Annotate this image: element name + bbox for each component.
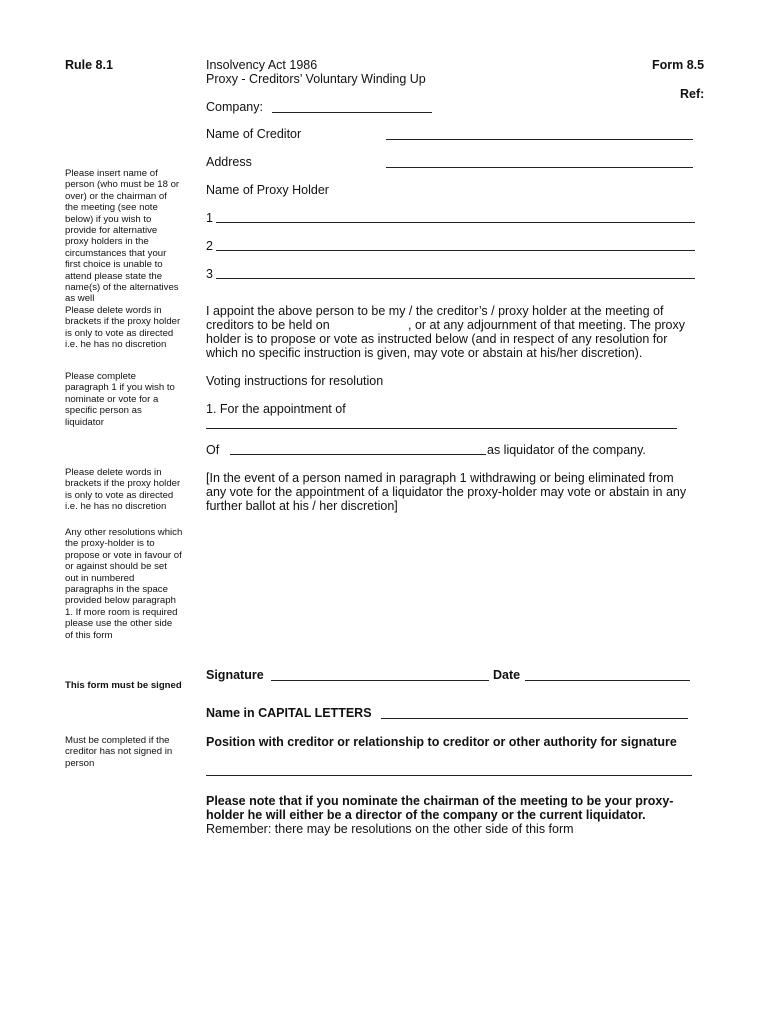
appointment-line-2b: , or at any adjournment of that meeting. The proxy	[408, 318, 686, 332]
note-line: provided below paragraph	[65, 595, 176, 607]
note-line: paragraph 1 if you wish to	[65, 382, 175, 394]
note-line: the proxy-holder is to	[65, 538, 155, 550]
proxy-number-1: 1	[206, 211, 213, 225]
ref-label: Ref:	[680, 87, 705, 101]
proxy-holder-field-1[interactable]	[216, 222, 695, 223]
bracket-line-2: any vote for the appointment of a liquidator the proxy-holder may vote or abstain in any	[206, 485, 687, 499]
proxy-number-2: 2	[206, 239, 213, 253]
margin-note-delete-brackets-2	[65, 467, 193, 513]
note-line: Please delete words in	[65, 467, 162, 478]
note-line: Please complete	[65, 371, 136, 382]
note-line: circumstances that your	[65, 247, 167, 259]
bracket-line-3: further ballot at his / her discretion]	[206, 499, 398, 513]
note-line: below) if you wish to	[65, 213, 152, 225]
company-field[interactable]	[272, 112, 432, 113]
appointee-address-field[interactable]	[230, 454, 486, 455]
of-label: Of	[206, 443, 220, 457]
closing-note-3: Remember: there may be resolutions on the other side of this form	[206, 822, 574, 836]
position-label: Position with creditor or relationship to creditor or other authority for signature	[206, 735, 677, 749]
must-be-signed-note: This form must be signed	[65, 680, 182, 691]
appointment-line-4: which no specific instruction is given, may vote or abstain at his/her discretion).	[206, 346, 643, 360]
note-line: specific person as	[65, 405, 142, 417]
appointment-line-1: I appoint the above person to be my / the creditor’s / proxy holder at the meeting of	[206, 304, 664, 318]
note-line: Please delete words in	[65, 305, 162, 316]
note-line: provide for alternative	[65, 225, 158, 237]
note-line: liquidator	[65, 416, 104, 428]
closing-note-2: holder he will either be a director of the company or the current liquidator.	[206, 808, 646, 822]
note-line: over) or the chairman of	[65, 190, 167, 202]
signature-label: Signature	[206, 668, 264, 682]
capital-name-field[interactable]	[381, 718, 688, 719]
note-line: paragraphs in the space	[65, 584, 168, 596]
company-label: Company:	[206, 100, 263, 114]
margin-note-capital-letters	[65, 735, 193, 769]
margin-note-proxy-names	[65, 168, 193, 305]
note-line: 1. If more room is required	[65, 606, 178, 618]
note-line: person	[65, 757, 95, 769]
proxy-holder-field-3[interactable]	[216, 278, 695, 279]
note-line: brackets if the proxy holder	[65, 478, 181, 490]
creditor-field[interactable]	[386, 139, 693, 140]
note-line: nominate or vote for a	[65, 393, 159, 405]
form-title: Proxy - Creditors’ Voluntary Winding Up	[206, 72, 426, 86]
address-field[interactable]	[386, 167, 693, 168]
margin-note-complete-paragraph	[65, 371, 193, 428]
note-line: propose or vote in favour of	[65, 549, 182, 561]
note-line: Any other resolutions which	[65, 527, 183, 538]
address-label: Address	[206, 155, 252, 169]
bracket-line-1: [In the event of a person named in paragraph 1 withdrawing or being eliminated from	[206, 471, 674, 485]
margin-note-delete-brackets	[65, 305, 193, 351]
rule-number: Rule 8.1	[65, 58, 113, 72]
note-line: or against should be set	[65, 561, 167, 573]
note-line: person (who must be 18 or	[65, 179, 180, 191]
proxy-number-3: 3	[206, 267, 213, 281]
date-field[interactable]	[525, 680, 690, 681]
appointment-line-3: holder is to propose or vote as instructed below (and in respect of any resolution for	[206, 332, 668, 346]
creditor-label: Name of Creditor	[206, 127, 302, 141]
note-line: is only to vote as directed	[65, 327, 174, 339]
act-title: Insolvency Act 1986	[206, 58, 318, 72]
voting-heading: Voting instructions for resolution	[206, 374, 384, 388]
date-label: Date	[493, 668, 521, 682]
appointment-line-2a: creditors to be held on	[206, 318, 330, 332]
note-line: please use the other side	[65, 618, 173, 630]
closing-note-1: Please note that if you nominate the chairman of the meeting to be your proxy-	[206, 794, 674, 808]
note-line: Must be completed if the	[65, 735, 170, 746]
note-line: name(s) of the alternatives	[65, 282, 179, 294]
form-number: Form 8.5	[652, 58, 705, 72]
position-field[interactable]	[206, 775, 692, 776]
capital-name-label: Name in CAPITAL LETTERS	[206, 706, 372, 720]
note-line: brackets if the proxy holder	[65, 316, 181, 328]
note-line: as well	[65, 293, 95, 305]
note-line: i.e. he has no discretion	[65, 339, 167, 351]
note-line: proxy holders in the	[65, 236, 149, 248]
voting-item-1: 1. For the appointment of	[206, 402, 346, 416]
note-line: i.e. he has no discretion	[65, 501, 167, 513]
appointee-name-field[interactable]	[206, 428, 677, 429]
note-line: of this form	[65, 629, 113, 641]
note-line: Please insert name of	[65, 168, 158, 179]
proxy-holder-label: Name of Proxy Holder	[206, 183, 329, 197]
note-line: is only to vote as directed	[65, 489, 174, 501]
note-line: out in numbered	[65, 572, 135, 584]
signature-field[interactable]	[271, 680, 489, 681]
note-line: attend please state the	[65, 270, 163, 282]
note-line: the meeting (see note	[65, 202, 158, 214]
note-line: first choice is unable to	[65, 259, 163, 271]
liquidator-suffix: as liquidator of the company.	[487, 443, 646, 457]
proxy-holder-field-2[interactable]	[216, 250, 695, 251]
margin-note-other-resolutions	[65, 527, 193, 641]
note-line: creditor has not signed in	[65, 746, 173, 758]
